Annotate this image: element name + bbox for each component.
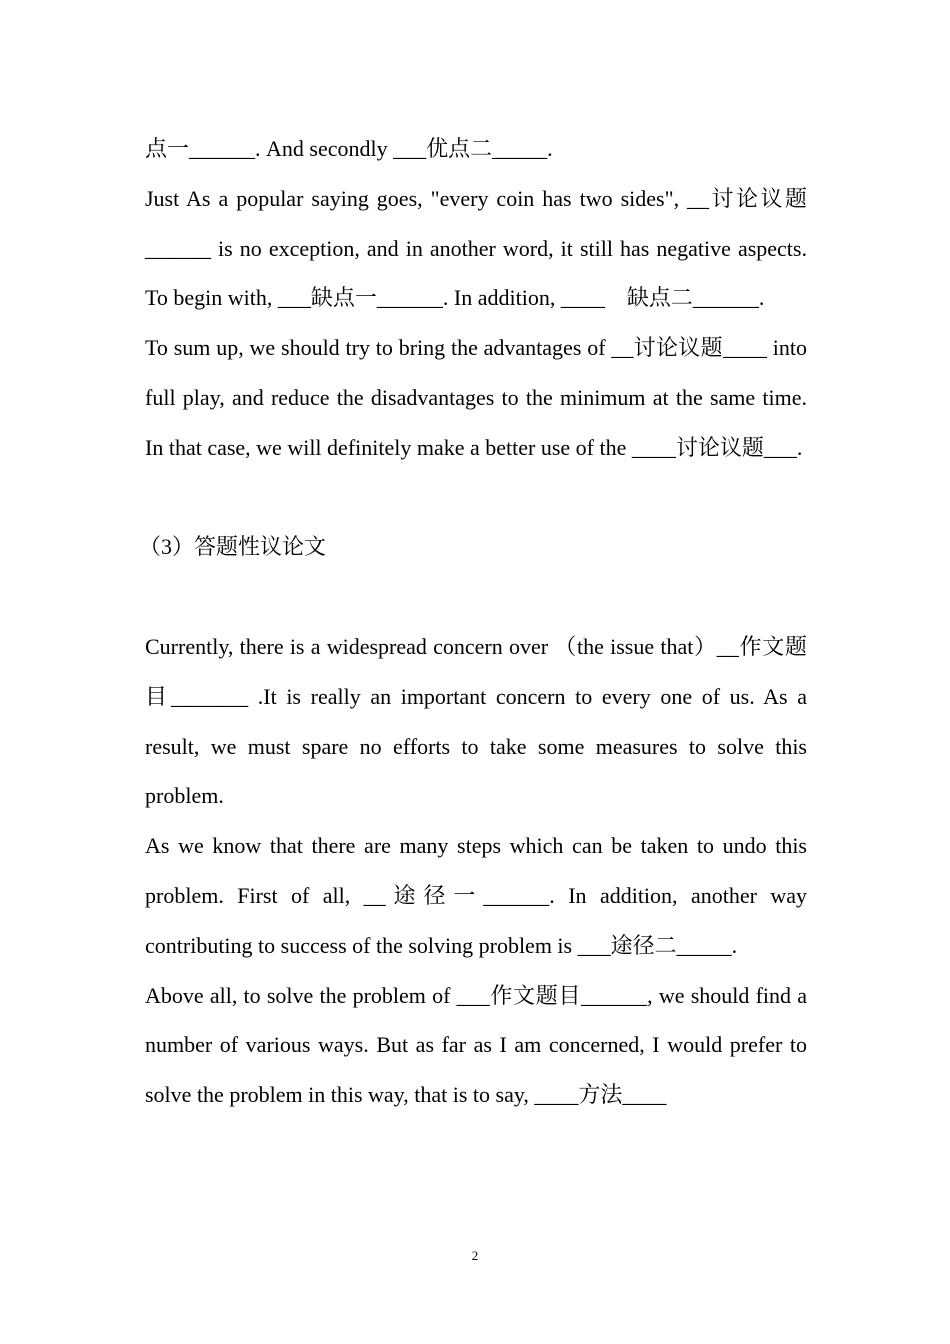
- paragraph-advantages-end: 点一______. And secondly ___优点二_____.: [145, 136, 553, 161]
- paragraph-summary: Above all, to solve the problem of ___作文题目______, we should find a number of various ways. But as far as I am concerned, I would prefer to solve the problem in this way, that is to say, ____方法____: [145, 982, 807, 1108]
- blank-line: [145, 572, 807, 622]
- paragraph-solutions: As we know that there are many steps which can be taken to undo this problem. First of all, __途径一______. In addition, another way contributing to success of the solving problem is ___途径二_____.: [145, 833, 807, 958]
- paragraph-disadvantages: Just As a popular saying goes, "every coin has two sides", __讨论议题______ is no exception, and in another word, it still has negative aspects. To begin with, ___缺点一______. In addition, ____ 缺点二______.: [145, 185, 807, 311]
- section-heading: （3）答题性议论文: [139, 534, 327, 560]
- paragraph-introduction: Currently, there is a widespread concern over （the issue that）__作文题目_______ .It is really an important concern to every one of us. As a result, we must spare no efforts to take some measures to solve this problem.: [145, 633, 807, 809]
- document-page: [139, 124, 807, 1120]
- blank-line: [145, 473, 807, 523]
- paragraph-conclusion: To sum up, we should try to bring the advantages of __讨论议题____ into full play, and reduce the disadvantages to the minimum at the same time. In that case, we will definitely make a better use of the ____讨论议题___.: [145, 335, 807, 460]
- page-number: 2: [471, 1248, 479, 1263]
